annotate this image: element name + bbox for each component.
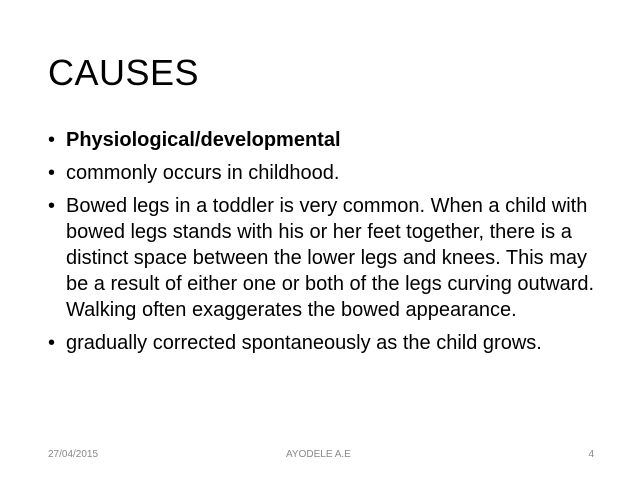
bullet-text: gradually corrected spontaneously as the child grows. xyxy=(66,332,542,354)
bullet-dot: • xyxy=(48,129,56,151)
bullet-item xyxy=(48,330,608,356)
bullet-list xyxy=(48,127,608,363)
footer-page-number: 4 xyxy=(588,449,594,460)
bullet-text: Physiological/developmental xyxy=(66,129,341,151)
bullet-item xyxy=(48,193,608,323)
bullet-dot: • xyxy=(48,195,56,217)
footer-date: 27/04/2015 xyxy=(48,449,99,460)
bullet-text: Bowed legs in a toddler is very common. When a child with bowed legs stands with his or her feet together, there is a distinct space between the lower legs and knees. This may be a result of either one or both of the legs curving outward. Walking often exaggerates the bowed appearance. xyxy=(66,195,595,321)
bullet-item xyxy=(48,127,608,153)
bullet-dot: • xyxy=(48,162,56,184)
footer-author: AYODELE A.E xyxy=(286,449,351,460)
bullet-item xyxy=(48,160,608,186)
bullet-dot: • xyxy=(48,332,56,354)
bullet-text: commonly occurs in childhood. xyxy=(66,162,340,184)
slide-title: CAUSES xyxy=(48,52,200,93)
